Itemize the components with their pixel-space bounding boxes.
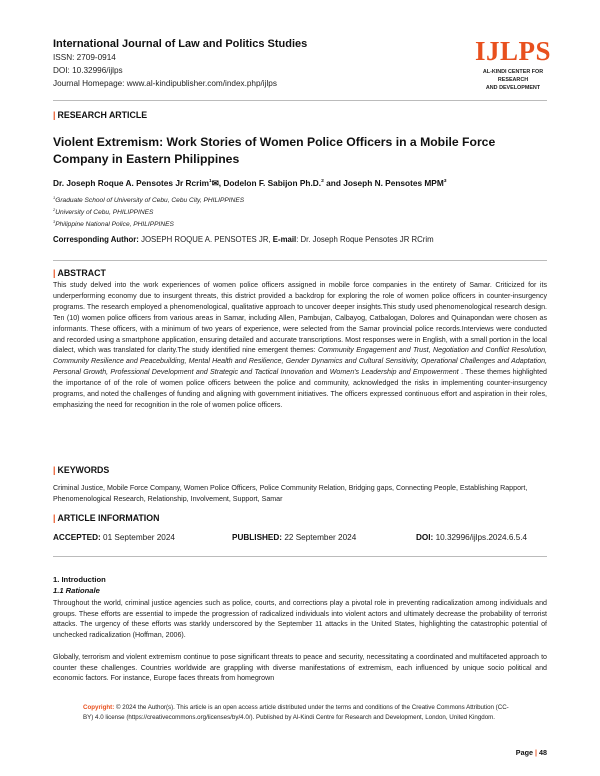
published-date: PUBLISHED: 22 September 2024 (232, 533, 357, 542)
logo-name: IJLPS (474, 36, 552, 66)
publisher-logo (468, 38, 558, 92)
header-divider (53, 100, 547, 101)
corresponding-email[interactable]: : Dr. Joseph Roque Pensotes JR RCrim (296, 235, 434, 244)
corresponding-author: Corresponding Author: JOSEPH ROQUE A. PENSOTES JR, E-mail: Dr. Joseph Roque Pensotes JR RCrim (53, 235, 434, 244)
subsection-heading-rationale: 1.1 Rationale (53, 586, 100, 595)
abstract-text: This study delved into the work experiences of women police officers assigned in mobile force companies in the entirety of Samar. Criticized for its underperforming economy due to insurgent threats, this district provided a backdrop for exploring the role of women police officers in counter-insurgency programs. The research employed a phenomenological, qualitative approach to uncover deeper insights.This study used phenomenological research design. Ten (10) women police officers from various areas in Samar, including Allen, Pambujan, Calbayog, Catbalogan, Dolores and Quinapondan were chosen as informants. These officers, with a minimum of two years of experience, were selected from the Samar provincial police records.Interviews were conducted and recorded using a smartphone application, ensuring detailed and accurate transcriptions. Most responses were in English, with a small portion in the local dialect, which was translated for clarity.The study identified nine emergent themes: Community Engagement and Trust, Negotiation and Conflict Resolution, Community Resilience and Peacebuilding, Mental Health and Resilience, Gender Dynamics and Cultural Sensitivity, Operational Challenges and Adaptation, Personal Growth, Professional Development and Strategic and Tactical Innovation and Women's Leadership and Empowerment . These themes highlighted the importance of of the role of women police officers between the police and community, acknowledged the risks in implementing counter-insurgency programs, and noted the challenges of funding and aligning with government initiatives. The officers expressed continuous effort and aspiration in their roles, emphasizing the need for recognition in the role of women police officers. (53, 281, 547, 409)
affiliation-1: $^1$Graduate School of University of Cebu, Cebu City, PHILIPPINES (53, 195, 245, 205)
mail-icon[interactable]: ✉ (211, 178, 219, 188)
article-type-heading: | RESEARCH ARTICLE (53, 110, 148, 120)
journal-issn: ISSN: 2709-0914 (53, 53, 116, 62)
journal-homepage[interactable]: Journal Homepage: www.al-kindipublisher.com/index.php/ijlps (53, 79, 277, 88)
journal-title: International Journal of Law and Politics Studies (53, 38, 308, 50)
section-heading-introduction: 1. Introduction (53, 575, 106, 584)
accepted-date: ACCEPTED: 01 September 2024 (53, 533, 175, 542)
journal-doi: DOI: 10.32996/ijlps (53, 66, 123, 75)
article-doi: DOI: 10.32996/ijlps.2024.6.5.4 (416, 533, 528, 542)
page-number: Page | 48 (515, 748, 547, 757)
copyright-notice: Copyright: © 2024 the Author(s). This article is an open access article distributed under the terms and conditions of the Creative Commons Attribution (CC-BY) 4.0 license (https://creativecommons.org/licenses/by/4.0/). Published by Al-Kindi Centre for Research and Development, London, United Kingdom. (83, 704, 509, 721)
author-3: Joseph N. Pensotes MPM (343, 178, 444, 188)
intro-paragraph-2: Globally, terrorism and violent extremism continue to pose significant threats to peace and security, necessitating a coordinated and multifaceted approach to counter these challenges. Countries worldwide are grappling with diverse manifestations of extremism, each influenced by unique socio political and economic factors. For instance, Europe faces threats from homegrown (53, 653, 547, 683)
intro-paragraph-1: Throughout the world, criminal justice agencies such as police, courts, and corrections play a pivotal role in preventing radicalization among individuals and groups. These efforts are essential to impede the progression of radicalized individuals into violent actors and ultimately decrease the probability of terrorist attacks. The urgency of these efforts was starkly underscored by the September 11 attacks in the United States, highlighting the catastrophic potential of unchecked radicalization (Hoffman, 2006). (53, 599, 547, 639)
article-doi-link[interactable]: 10.32996/ijlps.2024.6.5.4 (433, 533, 528, 542)
paper-title: Violent Extremism: Work Stories of Women Police Officers in a Mobile Force Company in Eastern Philippines (53, 135, 496, 166)
author-1: Dr. Joseph Roque A. Pensotes Jr Rcrim (53, 178, 209, 188)
keywords-text: Criminal Justice, Mobile Force Company, Women Police Officers, Police Community Relation, Bridging gaps, Connecting People, Establishing Rapport, Phenomenological Research, Relationship, Involvement, Support, Samar (53, 484, 528, 503)
affiliation-3: $^3$Philippine National Police, PHILIPPINES (53, 219, 174, 229)
info-divider (53, 556, 547, 557)
article-info-heading: | ARTICLE INFORMATION (53, 513, 160, 523)
logo-subtitle-1: AL-KINDI CENTER FOR RESEARCH (482, 69, 544, 83)
abstract-divider (53, 260, 547, 261)
author-2: Dodelon F. Sabijon Ph.D. (223, 178, 322, 188)
logo-subtitle-2: AND DEVELOPMENT (485, 85, 541, 91)
affiliation-2: $^2$University of Cebu, PHILIPPINES (53, 207, 154, 217)
author-list: Dr. Joseph Roque A. Pensotes Jr Rcrim$^1$✉, Dodelon F. Sabijon Ph.D.$^2$ and Joseph N. Pensotes MPM$^3$ (53, 178, 447, 188)
heading-accent-bar: | (53, 110, 56, 120)
keywords-heading: | KEYWORDS (53, 465, 110, 475)
abstract-heading: | ABSTRACT (53, 268, 106, 278)
